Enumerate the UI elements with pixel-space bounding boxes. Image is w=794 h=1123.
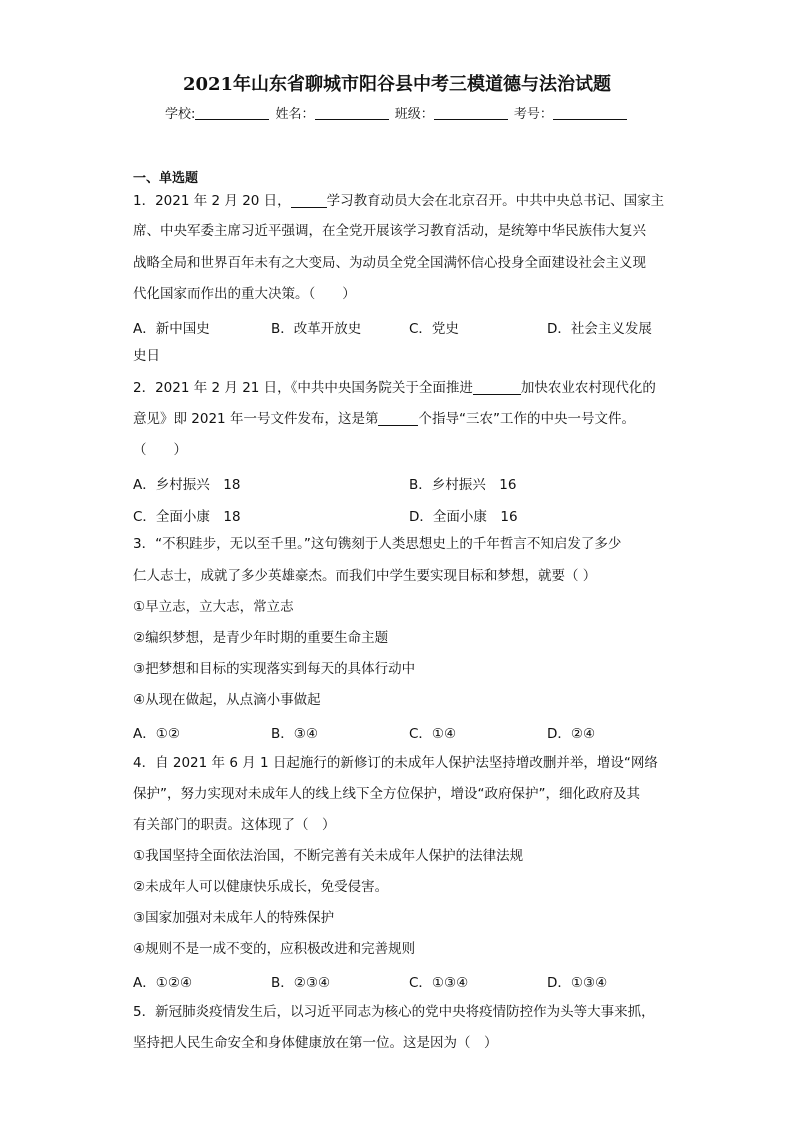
- q1-text-b: 学习教育动员大会在北京召开。中共中央总书记、国家主: [326, 193, 665, 209]
- q4-stmt4: ④规则不是一成不变的，应积极改进和完善规则: [133, 941, 416, 957]
- q4-stmt1: ①我国坚持全面依法治国，不断完善有关未成年人保护的法律法规: [133, 848, 524, 864]
- q1-blank: [291, 193, 327, 208]
- q2-option-d: D．全面小康 16: [409, 509, 518, 525]
- q1-line3: 战略全局和世界百年未有之大变局、为动员全党全国满怀信心投身全面建设社会主义现: [133, 255, 646, 271]
- q2-text-a: 2．2021 年 2 月 21 日，《中共中央国务院关于全面推进: [133, 380, 473, 396]
- q2-line2: [133, 409, 635, 429]
- q4-line1: 4．自 2021 年 6 月 1 日起施行的新修订的未成年人保护法坚持增改删并举，增设“网络: [133, 755, 658, 771]
- q3-option-d: D．②④: [547, 726, 596, 742]
- q4-line3: 有关部门的职责。这体现了（ ）: [133, 817, 336, 833]
- q4-stmt3: ③国家加强对未成年人的特殊保护: [133, 910, 335, 926]
- q1-option-c: C．党史: [409, 321, 459, 337]
- number-blank[interactable]: [553, 106, 627, 120]
- q2-option-c: C．全面小康 18: [133, 509, 241, 525]
- section-heading: 一、单选题: [133, 171, 199, 186]
- q5-line2: 坚持把人民生命安全和身体健康放在第一位。这是因为（ ）: [133, 1035, 498, 1051]
- q1-line1: [133, 191, 664, 211]
- q4-option-c: C．①③④: [409, 975, 469, 991]
- q2-line3: （ ）: [133, 442, 187, 458]
- q2-option-a: A．乡村振兴 18: [133, 477, 241, 493]
- class-blank[interactable]: [434, 106, 508, 120]
- q2-blank2: [378, 411, 418, 426]
- q4-option-a: A．①②④: [133, 975, 193, 991]
- q1-option-a: A．新中国史: [133, 321, 210, 337]
- q3-stmt3: ③把梦想和目标的实现落实到每天的具体行动中: [133, 661, 416, 677]
- q5-line1: 5．新冠肺炎疫情发生后，以习近平同志为核心的党中央将疫情防控作为头等大事来抓，: [133, 1004, 655, 1020]
- q3-line2: 仁人志士，成就了多少英雄豪杰。而我们中学生要实现目标和梦想，就要（ ）: [133, 568, 597, 584]
- q3-option-c: C．①④: [409, 726, 457, 742]
- q3-stmt4: ④从现在做起，从点滴小事做起: [133, 692, 321, 708]
- q2-line1: [133, 378, 656, 398]
- q2-text-d: 个指导“三农”工作的中央一号文件。: [418, 411, 635, 427]
- student-info-line: [165, 103, 629, 122]
- q4-option-d: D．①③④: [547, 975, 608, 991]
- name-label: 姓名：: [275, 107, 315, 122]
- q3-option-b: B．③④: [271, 726, 318, 742]
- school-blank[interactable]: [195, 106, 269, 120]
- q3-stmt1: ①早立志，立大志，常立志: [133, 599, 294, 615]
- q1-option-d: D．社会主义发展: [547, 321, 652, 337]
- q1-line4: 代化国家而作出的重大决策。（ ）: [133, 286, 356, 302]
- q1-line2: 席、中央军委主席习近平强调，在全党开展该学习教育活动，是统筹中华民族伟大复兴: [133, 223, 646, 239]
- q3-option-a: A．①②: [133, 726, 180, 742]
- q2-option-b: B．乡村振兴 16: [409, 477, 517, 493]
- q1-option-b: B．改革开放史: [271, 321, 362, 337]
- page-title: 2021年山东省聊城市阳谷县中考三模道德与法治试题: [182, 74, 612, 95]
- q4-option-b: B．②③④: [271, 975, 331, 991]
- q3-line1: 3．“不积跬步，无以至千里。”这句镌刻于人类思想史上的千年哲言不知启发了多少: [133, 536, 622, 552]
- school-label: 学校:: [165, 107, 196, 122]
- q4-stmt2: ②未成年人可以健康快乐成长，免受侵害。: [133, 879, 389, 895]
- number-label: 考号：: [513, 107, 553, 122]
- q3-stmt2: ②编织梦想，是青少年时期的重要生命主题: [133, 630, 389, 646]
- q1-option-d-cont: 史日: [133, 348, 160, 364]
- q4-line2: 保护”，努力实现对未成年人的线上线下全方位保护，增设“政府保护”，细化政府及其: [133, 786, 640, 802]
- q1-text-a: 1．2021 年 2 月 20 日，: [133, 193, 291, 209]
- q2-text-c: 意见》即 2021 年一号文件发布，这是第: [133, 411, 379, 427]
- q2-text-b: 加快农业农村现代化的: [520, 380, 656, 396]
- class-label: 班级：: [394, 107, 434, 122]
- name-blank[interactable]: [315, 106, 389, 120]
- q2-blank1: [473, 380, 521, 395]
